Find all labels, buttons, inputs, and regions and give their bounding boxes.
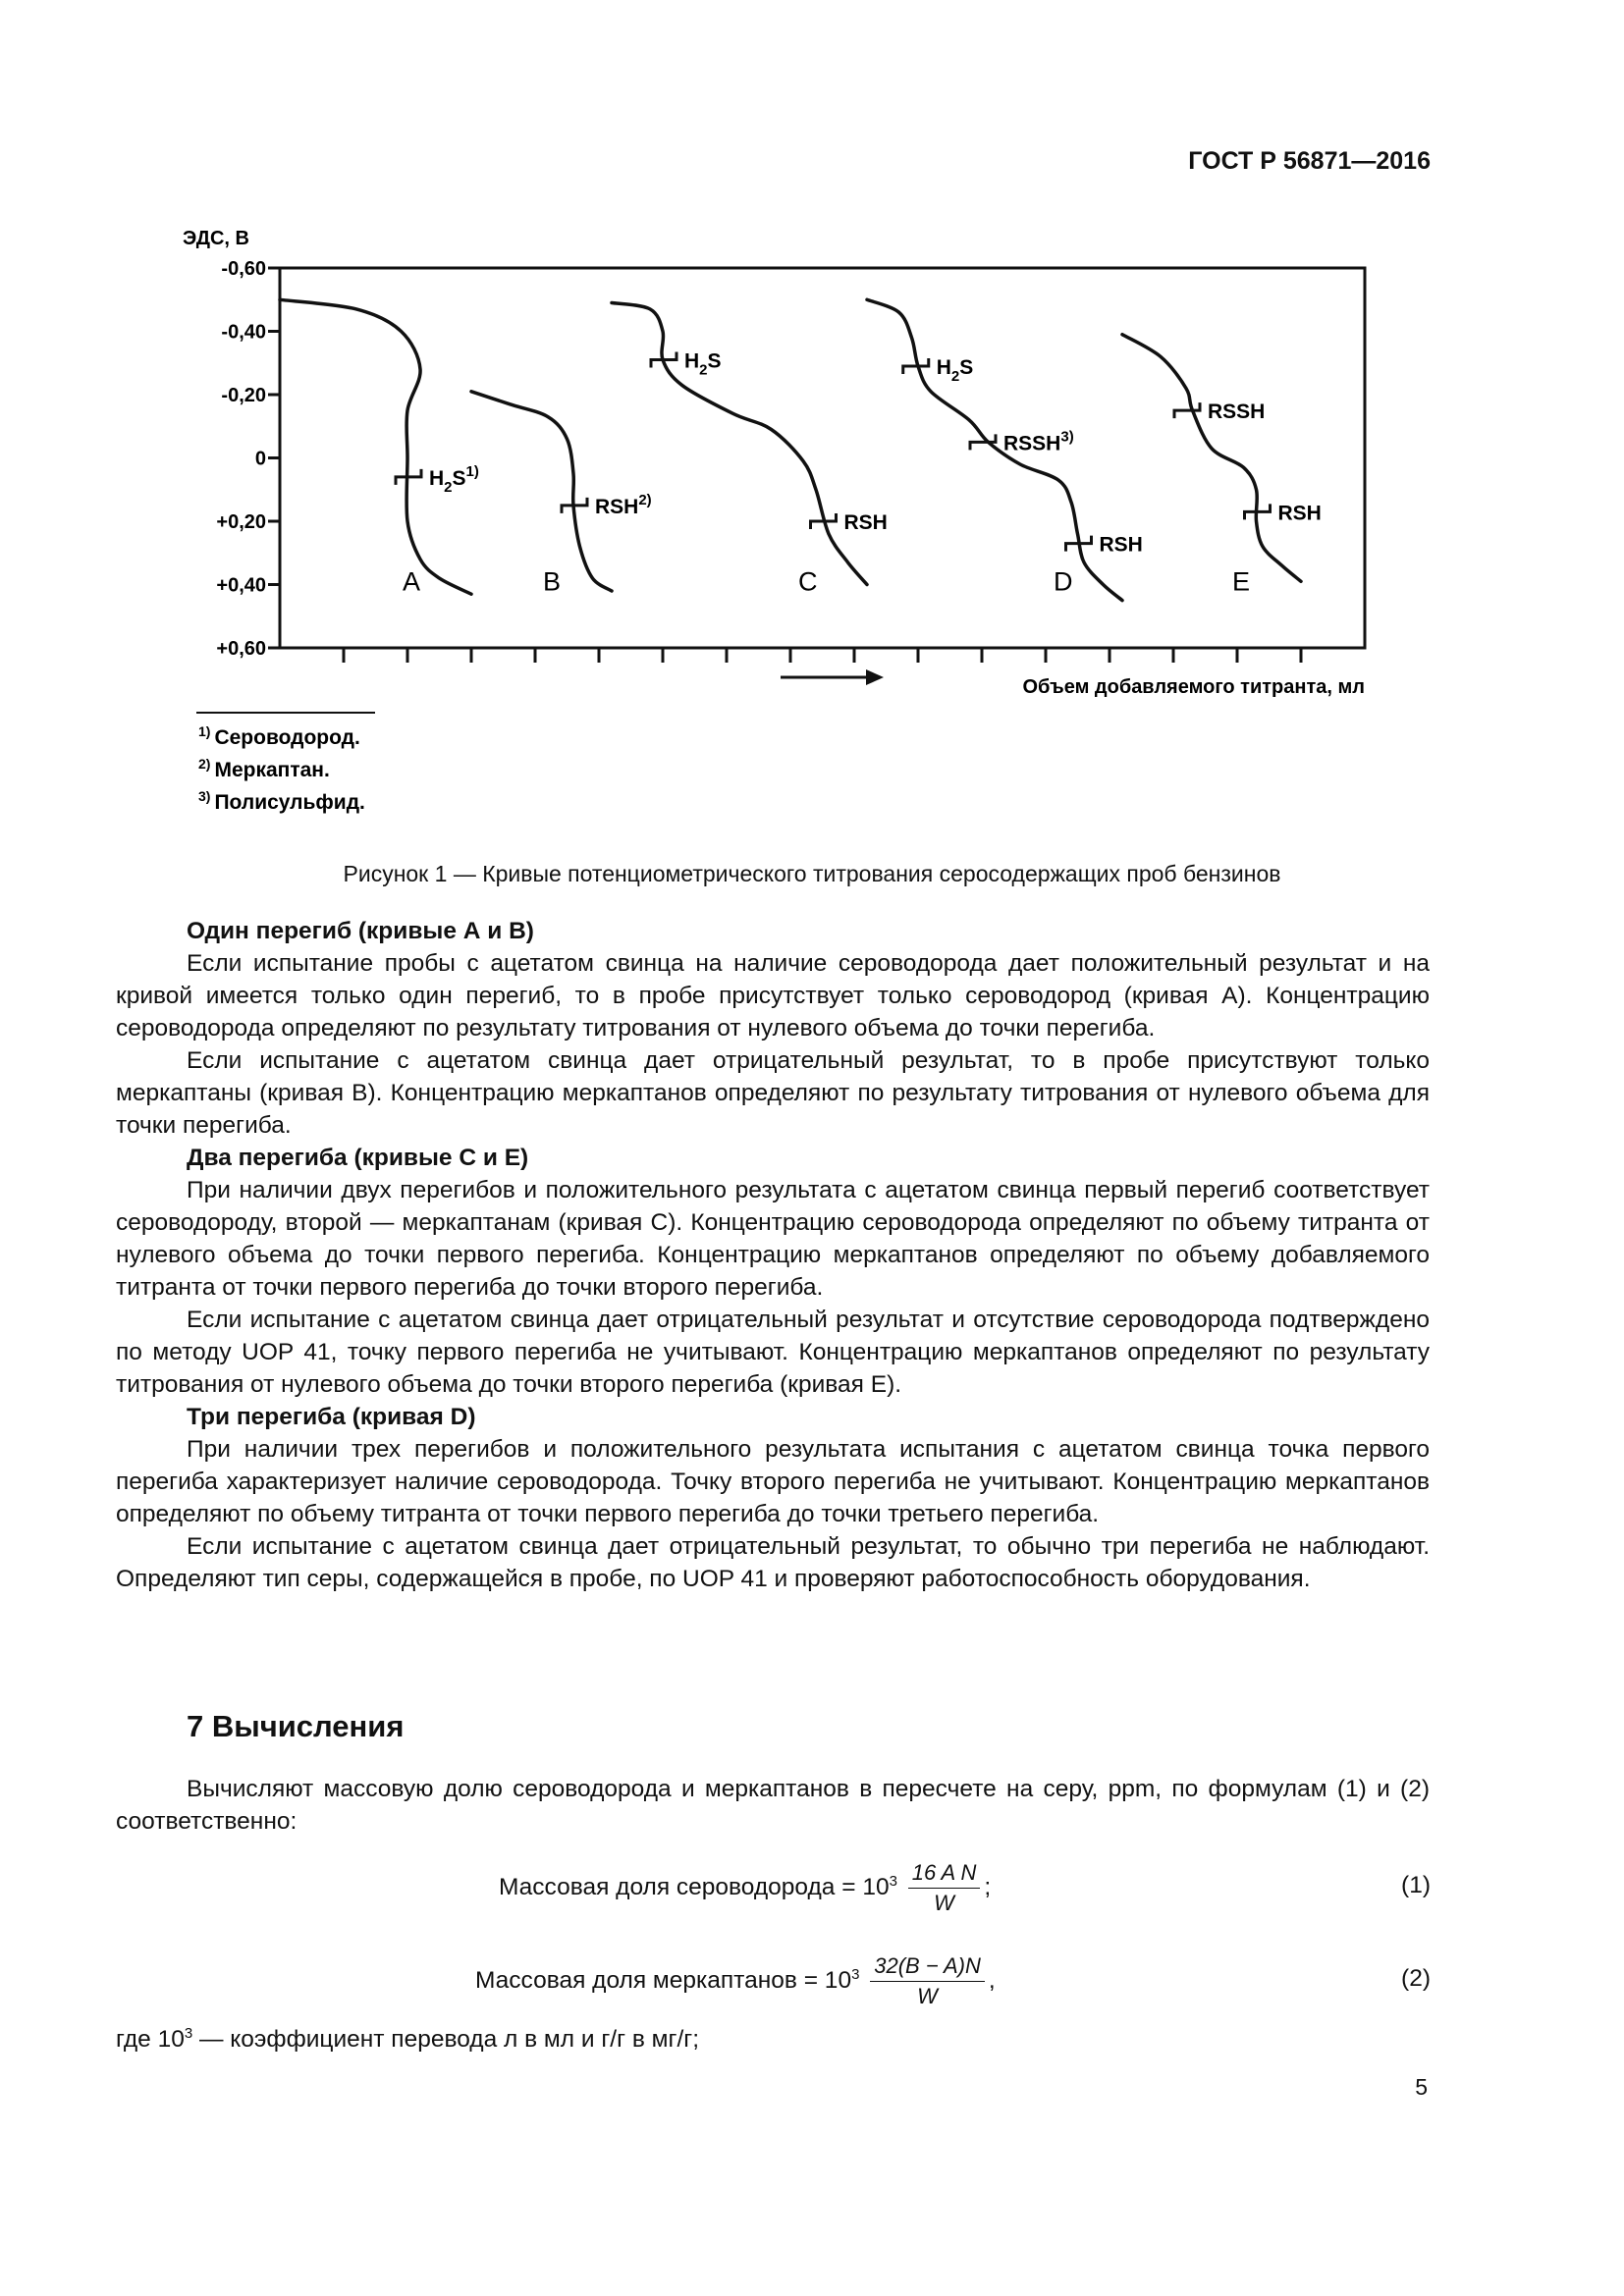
plot-frame	[280, 268, 1365, 648]
curve-B	[471, 392, 612, 591]
footnote-mark: 3)	[198, 788, 211, 804]
footnote	[198, 723, 360, 749]
inflection-label-part: RSH	[1277, 502, 1322, 525]
subheading: Один перегиб (кривые А и В)	[187, 918, 534, 944]
formula-1-power: 3	[889, 1872, 897, 1890]
formula-2-expression	[475, 1953, 996, 2009]
inflection-label-part: RSH	[1099, 533, 1143, 557]
footnote-mark: 1)	[198, 723, 211, 739]
y-tick-label: -0,20	[221, 385, 266, 406]
inflection-label	[937, 356, 974, 385]
where-power: 3	[184, 2025, 193, 2042]
inflection-label	[1100, 534, 1143, 557]
footnote	[198, 788, 365, 814]
formula-1-fraction	[908, 1860, 981, 1916]
figure-caption: Рисунок 1 — Кривые потенциометрического титрования серосодержащих проб бензинов	[343, 861, 1281, 886]
paragraph: Если испытание с ацетатом свинца дает отрицательный результат, то в пробе присутствуют только меркаптаны (кривая В). Концентрацию меркаптанов определяют по результату титрования от нулевого объема для точки перегиба.	[116, 1047, 1430, 1139]
y-axis-label: ЭДС, В	[183, 228, 249, 249]
inflection-label-part: H	[936, 355, 951, 379]
formula-1-numerator: 16 A N	[908, 1860, 981, 1889]
inflection-label-sub: 2	[699, 361, 708, 379]
text-body	[116, 915, 1430, 1595]
calc-intro	[116, 1773, 1430, 1838]
inflection-label-part: RSH	[843, 511, 888, 534]
footnote-text: Меркаптан.	[214, 759, 330, 781]
footnote-text: Полисульфид.	[214, 791, 365, 814]
paragraph: При наличии двух перегибов и положительного результата с ацетатом свинца первый перегиб соответствует сероводороду, второй — меркаптанам (кривая С). Концентрацию сероводорода определяют по объему титранта от нулевого объема до точки первого перегиба. Концентрацию меркаптанов определяют по объему добавляемого титранта от точки первого перегиба до точки второго перегиба.	[116, 1177, 1430, 1301]
inflection-label-part: RSSH	[1003, 432, 1061, 455]
inflection-label	[684, 350, 722, 379]
calc-intro-paragraph: Вычисляют массовую долю сероводорода и меркаптанов в пересчете на серу, ppm, по формулам (1) и (2) соответственно:	[116, 1776, 1430, 1835]
footnote-text: Сероводород.	[214, 726, 360, 749]
subheading: Три перегиба (кривая D)	[187, 1404, 476, 1430]
y-tick-label: +0,40	[216, 574, 266, 597]
formula-2-denominator: W	[917, 1984, 938, 2008]
inflection-label-part: H	[429, 466, 445, 490]
document-header: ГОСТ Р 56871—2016	[1188, 147, 1431, 175]
curve-letter: E	[1232, 566, 1251, 597]
curve-letter: D	[1054, 566, 1073, 597]
y-tick-label: -0,40	[221, 321, 266, 344]
where-line	[116, 2025, 699, 2054]
y-tick-label: 0	[254, 448, 266, 470]
inflection-note: 3)	[1060, 428, 1074, 446]
y-tick-label: +0,20	[216, 511, 266, 533]
formula-1-lhs: Массовая доля сероводорода = 10	[499, 1873, 890, 1900]
y-tick-label: +0,60	[216, 638, 266, 660]
footnote-mark: 2)	[198, 756, 211, 772]
inflection-label	[1278, 502, 1322, 524]
formula-2-fraction	[870, 1953, 985, 2009]
inflection-label-part: S	[452, 466, 466, 490]
inflection-label-part: H	[684, 349, 700, 373]
titration-curves-chart	[167, 221, 1384, 829]
inflection-label	[1208, 400, 1265, 423]
section-title: 7 Вычисления	[187, 1709, 405, 1743]
where-rest: — коэффициент перевода л в мл и г/г в мг/г;	[192, 2026, 700, 2054]
subheading: Два перегиба (кривые С и Е)	[187, 1145, 529, 1171]
footnote	[198, 756, 330, 781]
paragraph: Если испытание с ацетатом свинца дает отрицательный результат и отсутствие сероводорода подтверждено по методу UOP 41, точку первого перегиба не учитывают. Концентрацию меркаптанов определяют по результату титрования от нулевого объема до точки второго перегиба (кривая Е).	[116, 1307, 1430, 1398]
page-number: 5	[1415, 2074, 1428, 2100]
formula-1-number: (1)	[1401, 1872, 1431, 1898]
inflection-label-sub: 2	[444, 478, 453, 496]
paragraph: При наличии трех перегибов и положительного результата испытания с ацетатом свинца точка первого перегиба характеризует наличие сероводорода. Точку второго перегиба не учитывают. Концентрацию меркаптанов определяют по объему титранта от точки первого перегиба до точки третьего перегиба.	[116, 1436, 1430, 1527]
curve-C	[612, 303, 867, 585]
formula-2-number: (2)	[1401, 1965, 1431, 1992]
inflection-label-part: S	[707, 349, 722, 373]
inflection-label-part: RSSH	[1208, 400, 1266, 424]
curve-letter: A	[403, 566, 421, 597]
curve-letter: C	[798, 566, 818, 597]
inflection-label	[595, 492, 652, 518]
formula-2-numerator: 32(B − A)N	[870, 1953, 985, 1982]
inflection-label-sub: 2	[950, 367, 960, 385]
x-axis-label: Объем добавляемого титранта, мл	[1022, 676, 1365, 698]
inflection-note: 1)	[465, 462, 479, 480]
inflection-label-part: S	[959, 355, 974, 379]
inflection-label	[844, 511, 888, 534]
inflection-label-part: RSH	[595, 495, 639, 518]
formula-1-expression	[499, 1860, 991, 1916]
paragraph: Если испытание пробы с ацетатом свинца на наличие сероводорода дает положительный результат и на кривой имеется только один перегиб, то в пробе присутствует только сероводород (кривая А). Концентрацию сероводорода определяют по результату титрования от нулевого объема до точки перегиба.	[116, 950, 1430, 1041]
curve-letter: B	[543, 566, 562, 597]
inflection-note: 2)	[638, 491, 652, 508]
direction-arrow-head	[866, 669, 884, 685]
paragraph: Если испытание с ацетатом свинца дает отрицательный результат, то обычно три перегиба не наблюдают. Определяют тип серы, содержащейся в пробе, по UOP 41 и проверяют работоспособность оборудования.	[116, 1533, 1430, 1592]
curve-D	[867, 299, 1122, 600]
inflection-label	[429, 463, 479, 496]
formula-1-denominator: W	[934, 1891, 954, 1915]
y-tick-label: -0,60	[221, 258, 266, 280]
curve-A	[280, 299, 471, 594]
where-prefix: где 10	[116, 2026, 185, 2054]
formula-2-tail: ,	[988, 1966, 996, 1994]
formula-2-lhs: Массовая доля меркаптанов = 10	[475, 1966, 852, 1994]
formula-1-tail: ;	[984, 1873, 992, 1900]
inflection-label	[1003, 428, 1074, 454]
curve-E	[1122, 335, 1301, 582]
formula-2-power: 3	[851, 1965, 860, 1983]
